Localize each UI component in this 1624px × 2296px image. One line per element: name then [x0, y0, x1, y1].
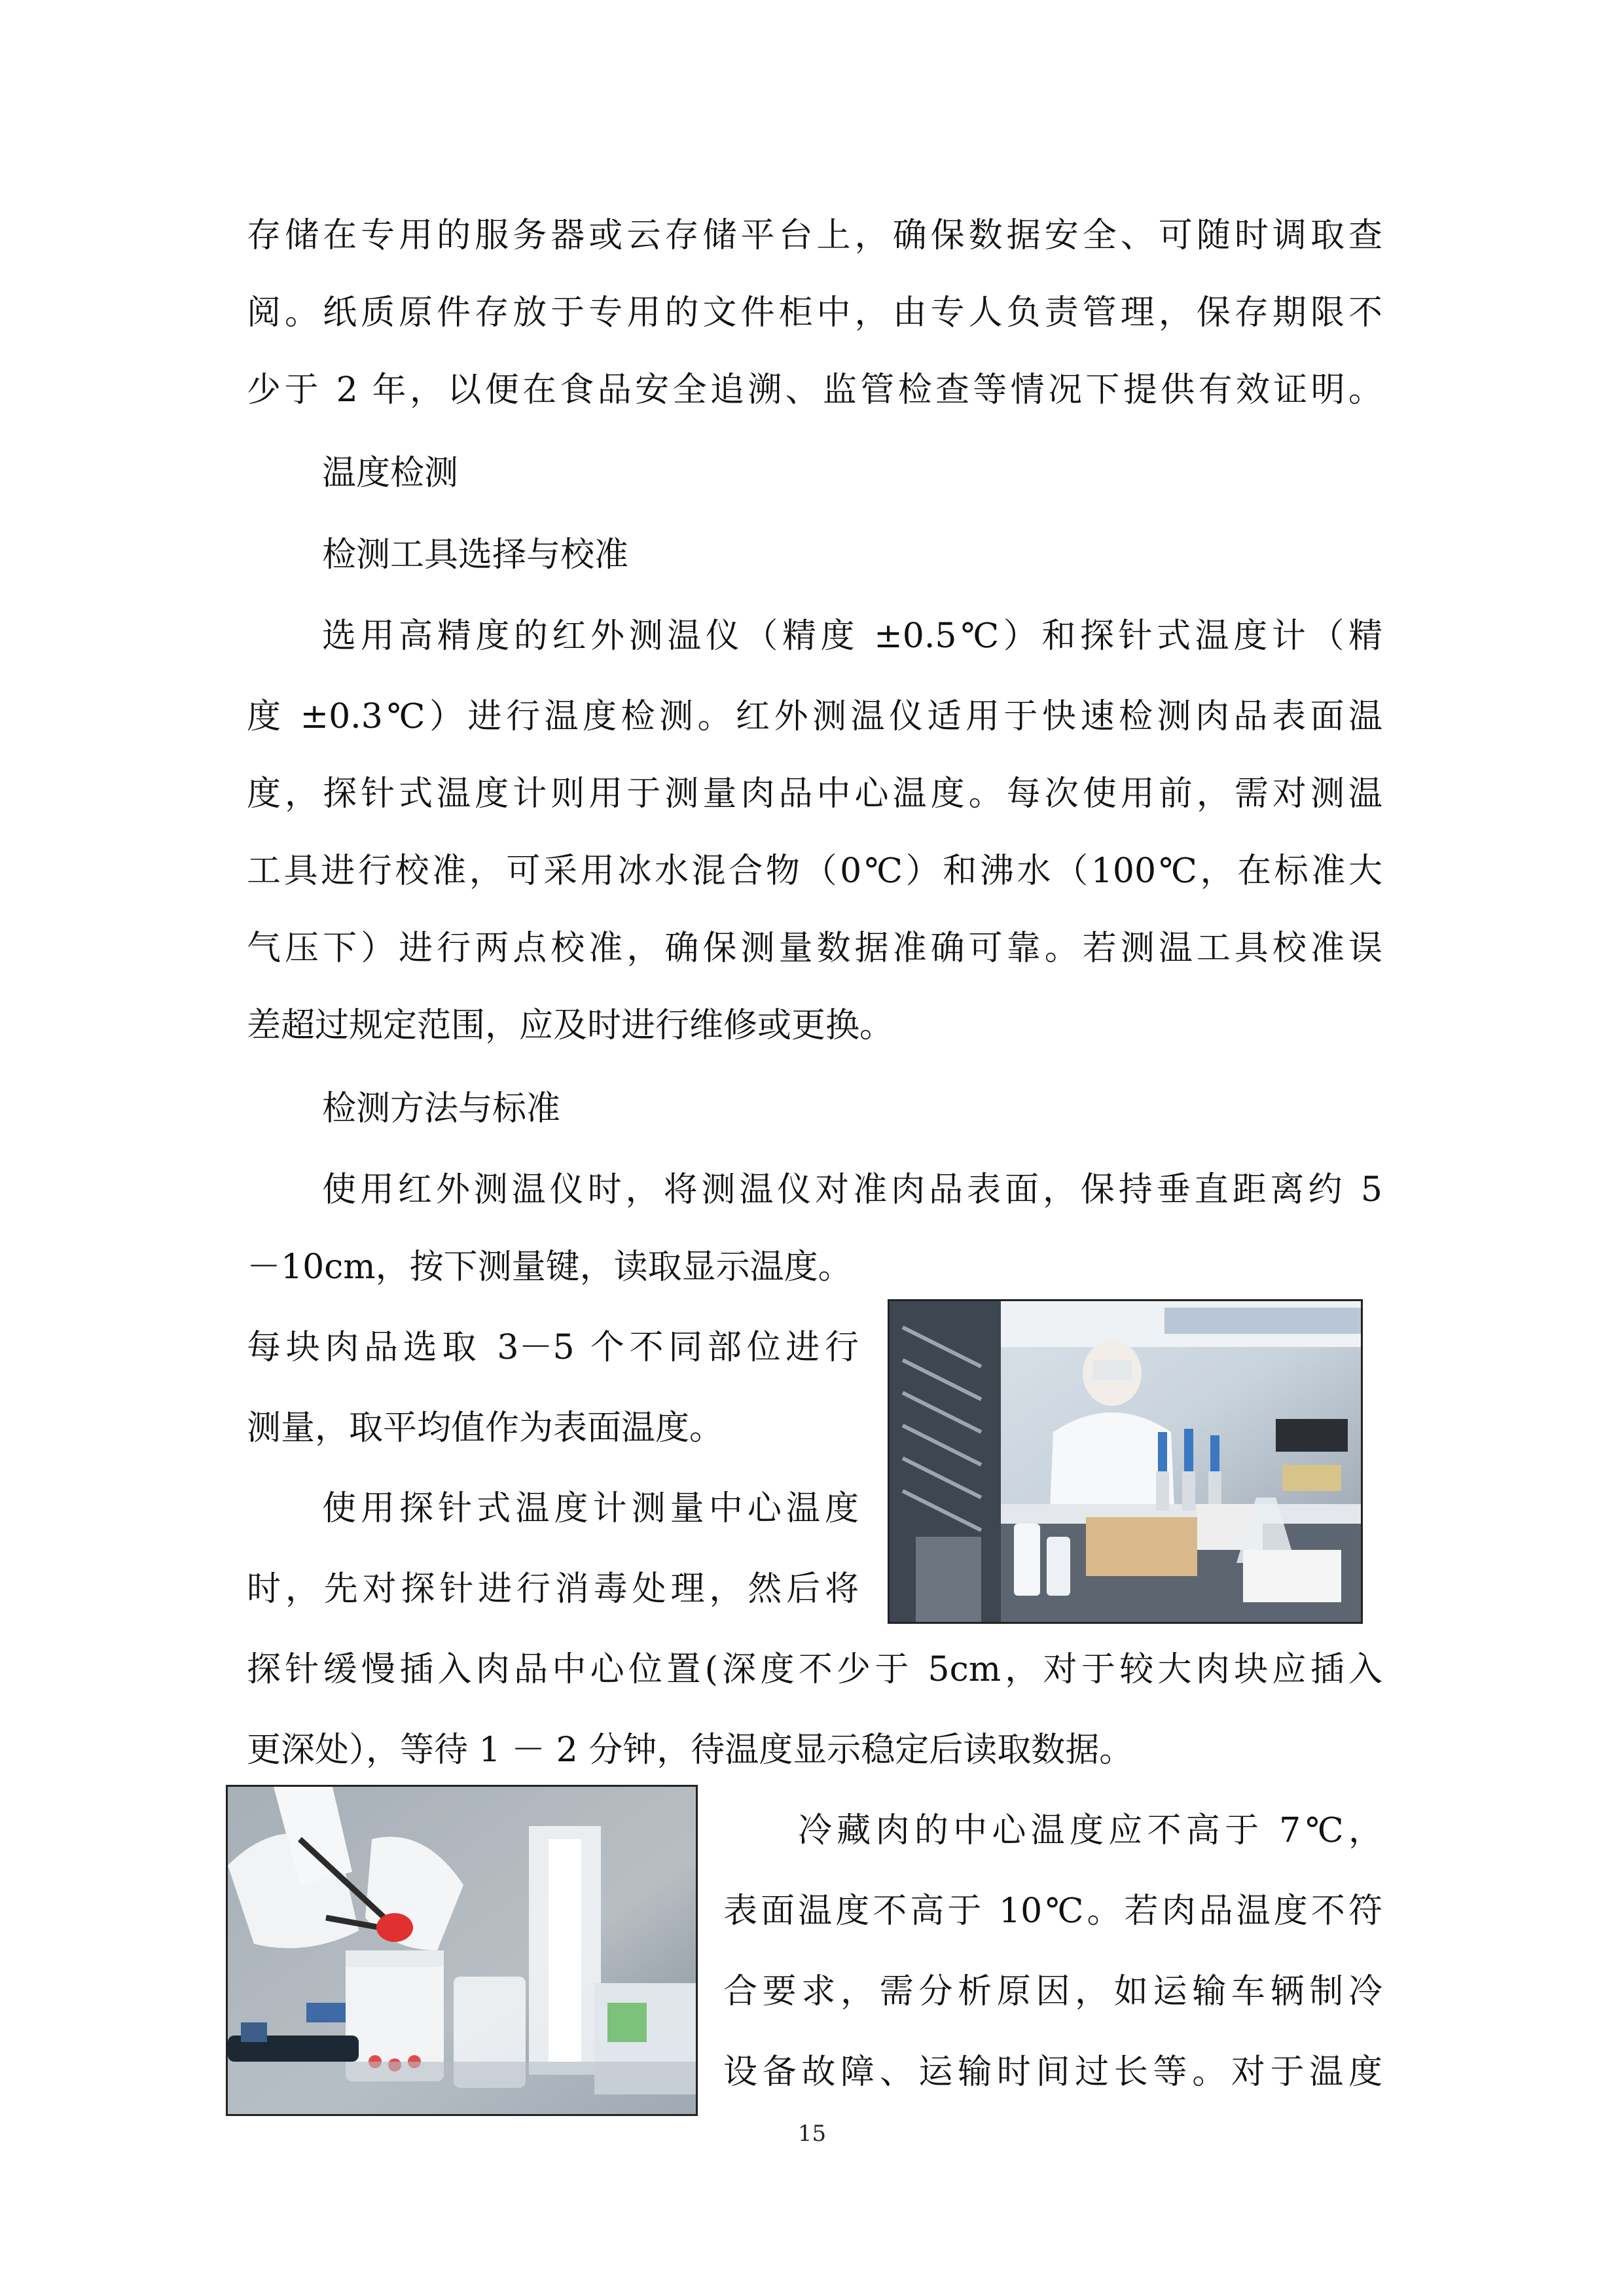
text-line: 表面温度不高于 10℃。若肉品温度不符	[723, 1892, 1382, 1931]
subsection-heading: 检测工具选择与校准	[322, 535, 629, 575]
text-line: 阅。纸质原件存放于专用的文件柜中，由专人负责管理，保存期限不	[247, 293, 1382, 332]
text-line: 工具进行校准，可采用冰水混合物（0℃）和沸水（100℃，在标准大	[247, 852, 1382, 891]
text-line: 设备故障、运输时间过长等。对于温度	[723, 2053, 1382, 2092]
text-line: 存储在专用的服务器或云存储平台上，确保数据安全、可随时调取查	[247, 216, 1382, 255]
subsection-heading: 检测方法与标准	[322, 1089, 561, 1128]
text-line: 合要求，需分析原因，如运输车辆制冷	[723, 1972, 1382, 2011]
text-line: 差超过规定范围，应及时进行维修或更换。	[247, 1006, 894, 1045]
section-heading: 温度检测	[322, 454, 459, 493]
text-line: 每块肉品选取 3－5 个不同部位进行	[247, 1328, 859, 1367]
sample-scene-illustration	[228, 1787, 696, 2114]
lab-scene-illustration	[890, 1301, 1361, 1622]
text-line: 度，探针式温度计则用于测量肉品中心温度。每次使用前，需对测温	[247, 774, 1382, 814]
text-line: 选用高精度的红外测温仪（精度 ±0.5℃）和探针式温度计（精	[322, 617, 1382, 656]
text-line: 少于 2 年，以便在食品安全追溯、监管检查等情况下提供有效证明。	[247, 370, 1382, 410]
text-line: 探针缓慢插入肉品中心位置(深度不少于 5cm，对于较大肉块应插入	[247, 1650, 1382, 1689]
text-line: －10cm，按下测量键，读取显示温度。	[247, 1247, 852, 1287]
text-line: 使用红外测温仪时，将测温仪对准肉品表面，保持垂直距离约 5	[322, 1170, 1382, 1210]
text-line: 测量，取平均值作为表面温度。	[247, 1408, 724, 1448]
text-line: 气压下）进行两点校准，确保测量数据准确可靠。若测温工具校准误	[247, 929, 1382, 968]
text-line: 时，先对探针进行消毒处理，然后将	[247, 1570, 859, 1609]
text-line: 度 ±0.3℃）进行温度检测。红外测温仪适用于快速检测肉品表面温	[247, 697, 1382, 736]
text-line: 冷藏肉的中心温度应不高于 7℃，	[798, 1811, 1382, 1850]
lab-photo	[888, 1299, 1363, 1624]
text-line: 更深处），等待 1 － 2 分钟，待温度显示稳定后读取数据。	[247, 1731, 1134, 1770]
sample-photo	[226, 1785, 698, 2116]
text-line: 使用探针式温度计测量中心温度	[322, 1489, 859, 1528]
page-number: 15	[797, 2121, 827, 2147]
